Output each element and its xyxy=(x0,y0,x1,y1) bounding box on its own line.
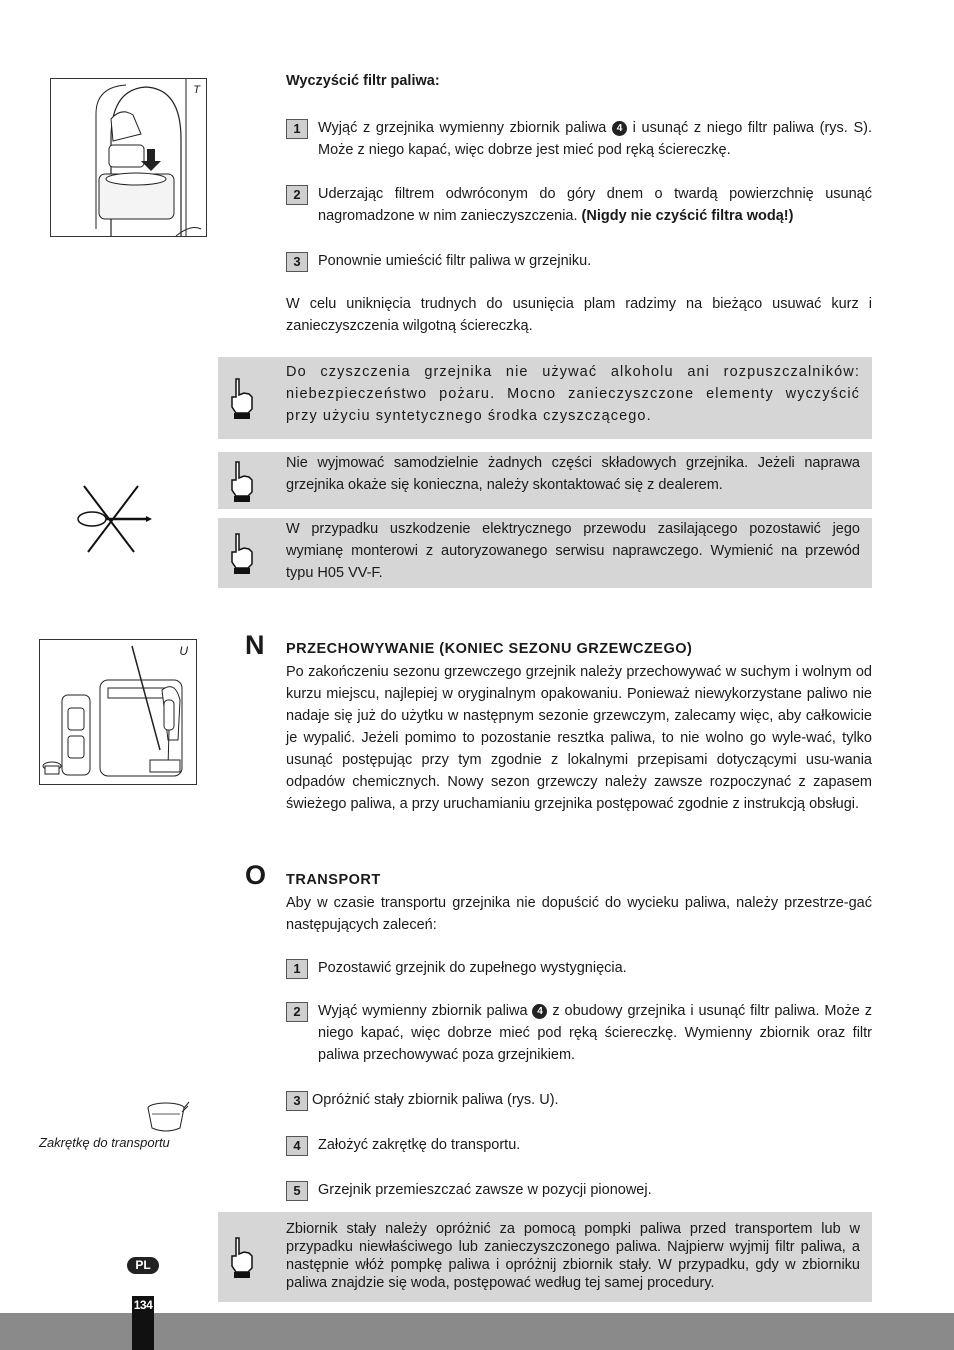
pointing-hand-icon xyxy=(226,1234,256,1280)
note-text: W przypadku uszkodzenie elektrycznego przewodu zasilającego pozostawić jego wymianę monterowi z autoryzowanego serwisu naprawczego. Wymienić na przewód typu H05 VV-F. xyxy=(286,521,860,581)
step-number: 3 xyxy=(286,1091,308,1111)
step-number: 1 xyxy=(286,959,308,979)
transport-section-title: TRANSPORT xyxy=(286,872,381,888)
figure-t-label: T xyxy=(193,84,200,96)
pointing-hand-icon xyxy=(226,530,256,576)
storage-paragraph: Po zakończeniu sezonu grzewczego grzejnik należy przechowywać w suchym i wolnym od kurzu miejscu, najlepiej w oryginalnym opakowaniu. Ponieważ niewykorzystane paliwo nie nadaje się już do użytku w następnym sezonie grzewczym, zalecamy więc, aby całkowicie je wypalić. Jeżeli pomimo to pozostanie resztka paliwa, to nie wolno go wyle-wać, tylko usunąć postępując przy tym zgodnie z lokalnymi przepisami dotyczącymi usu-wania odpadów chemicznych. Nowy sezon grzewczy należy zawsze rozpoczynać z zapasem świeżego paliwa, a przy uruchamianiu grzejnika postępować zgodnie z instrukcją obsługi. xyxy=(286,664,872,812)
warning-note-3 xyxy=(218,518,872,588)
page-number: 134 xyxy=(133,1298,153,1312)
filter-section-title: Wyczyścić filtr paliwa: xyxy=(286,73,440,89)
transport-cap-icon xyxy=(144,1100,190,1136)
transport-step-5: Grzejnik przemieszczać zawsze w pozycji pionowej. xyxy=(318,1182,652,1198)
tank-ref-badge: 4 xyxy=(612,121,627,136)
filter-step-2: Uderzając filtrem odwróconym do góry dnem o twardą powierzchnię usunąć nagromadzone w nim zanieczyszczenia. (Nigdy nie czyścić filtra wodą!) xyxy=(318,186,872,224)
step-number: 3 xyxy=(286,252,308,272)
section-letter-o: O xyxy=(245,860,267,890)
filter-removal-illustration xyxy=(51,79,206,236)
language-badge: PL xyxy=(127,1257,159,1274)
figure-t xyxy=(50,78,207,237)
cleaning-paragraph: W celu uniknięcia trudnych do usunięcia plam radzimy na bieżąco usuwać kurz i zanieczyszczenia wilgotną ściereczką. xyxy=(286,296,872,334)
tank-emptying-illustration xyxy=(40,640,196,784)
step-number: 2 xyxy=(286,1002,308,1022)
figure-u xyxy=(39,639,197,785)
warning-note-2 xyxy=(218,452,872,509)
transport-step-3: Opróżnić stały zbiornik paliwa (rys. U). xyxy=(312,1092,559,1108)
transport-step-4: Założyć zakrętkę do transportu. xyxy=(318,1137,521,1153)
transport-step-1: Pozostawić grzejnik do zupełnego wystygnięcia. xyxy=(318,960,627,976)
transport-intro: Aby w czasie transportu grzejnika nie dopuścić do wycieku paliwa, należy przestrze-gać następujących zaleceń: xyxy=(286,895,872,933)
figure-u-label: U xyxy=(179,644,188,658)
no-screwdriver-icon xyxy=(74,484,154,554)
transport-cap-caption: Zakrętkę do transportu xyxy=(39,1135,170,1150)
filter-step-1: Wyjąć z grzejnika wymienny zbiornik paliwa 4 i usunąć z niego filtr paliwa (rys. S). Może z niego kapać, więc dobrze jest mieć pod ręką ściereczkę. xyxy=(318,120,872,158)
pointing-hand-icon xyxy=(226,458,256,504)
transport-step-2: Wyjąć wymienny zbiornik paliwa 4 z obudowy grzejnika i usunąć filtr paliwa. Może z niego kapać, więc dobrze mieć pod ręką ściereczkę. Wymienny zbiornik oraz filtr paliwa przechowywać poza grzejnikiem. xyxy=(318,1003,872,1063)
step-number: 5 xyxy=(286,1181,308,1201)
warning-note-4 xyxy=(218,1212,872,1302)
filter-step-3: Ponownie umieścić filtr paliwa w grzejniku. xyxy=(318,253,592,269)
step-number: 1 xyxy=(286,119,308,139)
step-number: 2 xyxy=(286,185,308,205)
warning-note-1 xyxy=(218,357,872,439)
step-number: 4 xyxy=(286,1136,308,1156)
note-text: Zbiornik stały należy opróżnić za pomocą pompki paliwa przed transportem lub w przypadku niewłaściwego lub zanieczyszczonego paliwa. Najpierw wyjmij filtr paliwa, a następnie włóż pompkę paliwa i opróżnij zbiornik stały. W przypadku, gdy w zbiorniku paliwa znajdzie się woda, postępować według tej samej procedury. xyxy=(286,1221,860,1291)
note-text: Nie wyjmować samodzielnie żadnych części składowych grzejnika. Jeżeli naprawa grzejnika okaże się konieczna, należy skontaktować się z dealerem. xyxy=(286,455,860,493)
storage-section-title: PRZECHOWYWANIE (KONIEC SEZONU GRZEWCZEGO) xyxy=(286,641,693,657)
section-letter-n: N xyxy=(245,630,265,660)
pointing-hand-icon xyxy=(226,375,256,421)
tank-ref-badge: 4 xyxy=(532,1004,547,1019)
note-text: Do czyszczenia grzejnika nie używać alkoholu ani rozpuszczalników: niebezpieczeństwo pożaru. Mocno zanieczyszczone elementy wyczyścić przy użyciu syntetycznego środka czyszczącego. xyxy=(286,364,860,424)
